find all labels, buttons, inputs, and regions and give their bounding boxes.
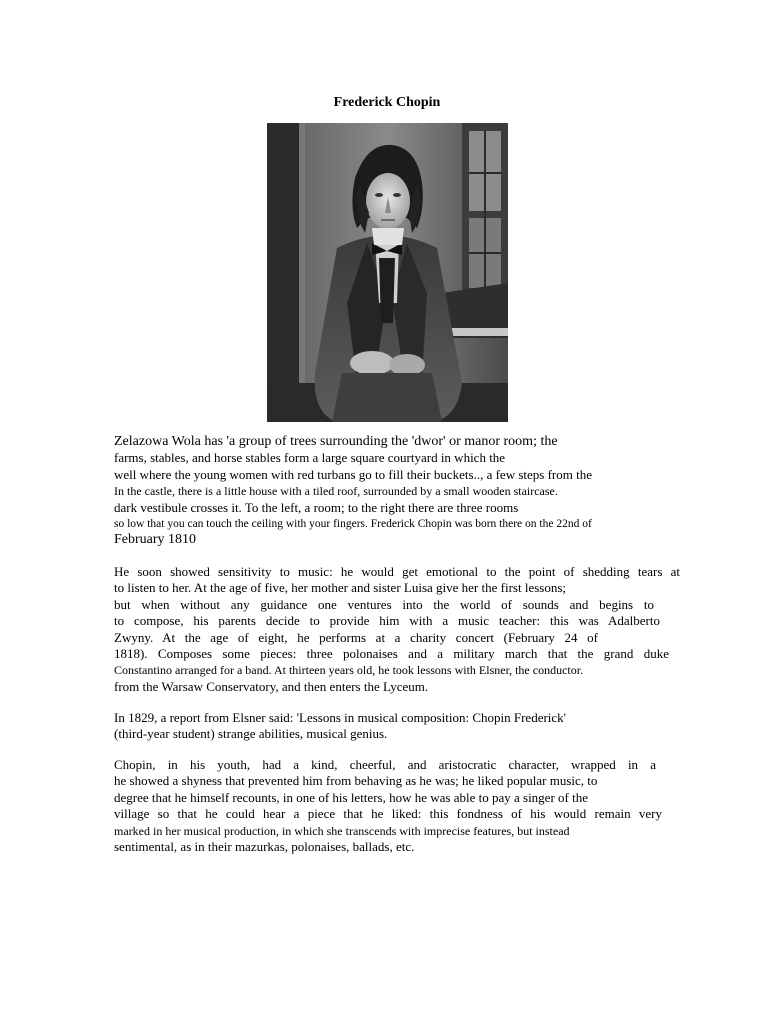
portrait-photo-image (267, 123, 508, 422)
paragraph-line: but when without any guidance one ventures into the world of sounds and begins to (114, 596, 654, 612)
paragraph-2 (114, 564, 680, 695)
paragraph-line: In 1829, a report from Elsner said: 'Lessons in musical composition: Chopin Frederick' (114, 710, 567, 725)
paragraph-line: village so that he could hear a piece that he liked: this fondness of his would remain very (114, 806, 662, 822)
document-title: Frederick Chopin (333, 95, 441, 110)
paragraph-line: (third-year student) strange abilities, musical genius. (114, 726, 388, 742)
paragraph-line: Chopin, in his youth, had a kind, cheerful, and aristocratic character, wrapped in a (114, 757, 656, 772)
paragraph-line: 1818). Composes some pieces: three polonaises and a military march that the grand duke (114, 646, 669, 662)
paragraph-line: farms, stables, and horse stables form a large square courtyard in which the (114, 450, 506, 466)
paragraph-line: In the castle, there is a little house with a tiled roof, surrounded by a small wooden staircase. (114, 484, 558, 499)
portrait-photo (267, 123, 508, 422)
paragraph-line: to listen to her. At the age of five, her mother and sister Luisa give her the first lessons; (114, 580, 567, 596)
paragraph-line: sentimental, as in their mazurkas, polonaises, ballads, etc. (114, 839, 415, 855)
paragraph-4 (114, 757, 680, 855)
paragraph-1 (114, 434, 680, 549)
paragraph-line: marked in her musical production, in which she transcends with imprecise features, but instead (114, 823, 570, 838)
paragraph-line: from the Warsaw Conservatory, and then enters the Lyceum. (114, 678, 429, 694)
paragraph-line: February 1810 (114, 532, 197, 548)
paragraph-line: Constantino arranged for a band. At thirteen years old, he took lessons with Elsner, the conductor. (114, 663, 584, 678)
paragraph-3 (114, 710, 680, 743)
paragraph-line: so low that you can touch the ceiling with your fingers. Frederick Chopin was born there on the 22nd of (114, 518, 592, 531)
paragraph-line: Zelazowa Wola has 'a group of trees surrounding the 'dwor' or manor room; the (114, 434, 558, 449)
paragraph-line: degree that he himself recounts, in one of his letters, how he was able to pay a singer of the (114, 789, 588, 805)
paragraph-line: he showed a shyness that prevented him from behaving as he was; he liked popular music, to (114, 773, 598, 789)
paragraph-line: Zwyny. At the age of eight, he performs at a charity concert (February 24 of (114, 629, 598, 645)
paragraph-line: to compose, his parents decide to provide him with a music teacher: this was Adalberto (114, 613, 660, 629)
paragraph-line: well where the young women with red turbans go to fill their buckets.., a few steps from the (114, 466, 592, 482)
paragraph-line: dark vestibule crosses it. To the left, a room; to the right there are three rooms (114, 499, 519, 515)
paragraph-line: He soon showed sensitivity to music: he would get emotional to the point of shedding tears at (114, 564, 680, 579)
